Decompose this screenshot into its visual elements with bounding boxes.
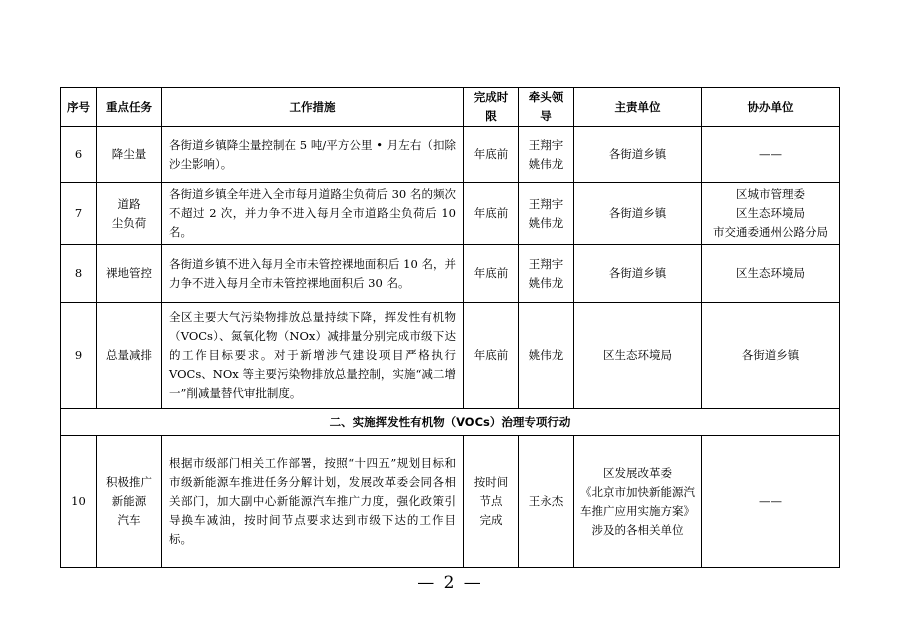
table-row [61,183,840,245]
lead-unit-line: 《北京市加快新能源汽 [580,484,695,499]
row-measure: 各街道乡镇全年进入全市每月道路尘负荷后 30 名的频次不超过 2 次，并力争不进入每月全市道路尘负荷后 10 名。 [162,183,464,245]
row-lead-unit [574,127,702,183]
task-line: 总量减排 [106,348,152,362]
row-no: 7 [61,183,97,245]
task-line: 道路 [117,196,141,211]
deadline-line: 年底前 [473,266,509,280]
task-line: 降尘量 [111,147,147,161]
row-leaders [519,303,574,409]
leader-line: 王翔宇 [528,256,564,271]
row-task [97,436,162,568]
leader-line: 姚伟龙 [528,215,564,230]
row-lead-unit [574,245,702,303]
leader-line: 王翔宇 [528,137,564,152]
lead-unit-line: 各街道乡镇 [608,206,667,220]
row-leaders [519,436,574,568]
deadline-line: 完成 [479,513,503,527]
lead-unit-line: 涉及的各相关单位 [591,522,684,537]
row-deadline [464,127,519,183]
header-measure: 工作措施 [162,88,464,127]
assist-unit-line: 各街道乡镇 [741,348,800,362]
assist-unit-line: 区生态环境局 [736,206,805,220]
leader-line: 姚伟龙 [528,275,564,290]
lead-unit-line: 各街道乡镇 [608,147,667,161]
lead-unit-line: 区发展改革委 [603,465,672,480]
header-deadline: 完成时限 [464,88,519,127]
header-no: 序号 [61,88,97,127]
row-deadline [464,245,519,303]
row-lead-unit [574,436,702,568]
deadline-line: 年底前 [473,348,509,362]
task-line: 汽车 [117,513,141,527]
deadline-line: 年底前 [473,206,509,220]
row-assist-units [702,436,840,568]
table-row [61,245,840,303]
row-leaders [519,183,574,245]
page-number: — 2 — [417,573,483,593]
assist-unit-line: 区生态环境局 [736,266,805,280]
leader-line: 姚伟龙 [528,348,564,362]
row-task [97,183,162,245]
deadline-line: 按时间节点 [473,475,509,508]
row-leaders [519,127,574,183]
row-task [97,127,162,183]
row-no: 8 [61,245,97,303]
row-measure: 各街道乡镇降尘量控制在 5 吨/平方公里 • 月左右（扣除沙尘影响）。 [162,127,464,183]
leader-line: 姚伟龙 [528,156,564,171]
task-line: 裸地管控 [106,266,152,280]
leader-line: 王翔宇 [528,196,564,211]
assist-unit-line: —— [759,147,782,161]
row-no: 6 [61,127,97,183]
lead-unit-line: 区生态环境局 [603,348,672,362]
row-assist-units [702,183,840,245]
task-line: 积极推广 [106,475,152,489]
lead-unit-line: 各街道乡镇 [608,266,667,280]
header-lead-unit: 主责单位 [574,88,702,127]
row-deadline [464,436,519,568]
header-task: 重点任务 [97,88,162,127]
table-row [61,127,840,183]
row-measure: 全区主要大气污染物排放总量持续下降，挥发性有机物（VOCs）、氮氧化物（NOx）减排量分别完成市级下达的工作目标要求。对于新增涉气建设项目严格执行 VOCs、NOx 等主要污染物排放总量控制，实施“减二增一”削减量替代审批制度。 [162,303,464,409]
assist-unit-line: 区城市管理委 [736,187,805,201]
task-line: 尘负荷 [111,215,147,230]
table-row [61,303,840,409]
row-no: 9 [61,303,97,409]
task-table [60,87,840,568]
row-measure: 根据市级部门相关工作部署，按照“十四五”规划目标和市级新能源车推进任务分解计划，发展改革委会同各相关部门，加大副中心新能源汽车推广力度，强化政策引导换车减油，按时间节点要求达到市级下达的工作目标。 [162,436,464,568]
header-leader: 牵头领导 [519,88,574,127]
row-measure: 各街道乡镇不进入每月全市未管控裸地面积后 10 名，并力争不进入每月全市未管控裸地面积后 30 名。 [162,245,464,303]
row-deadline [464,183,519,245]
row-no: 10 [61,436,97,568]
row-task [97,245,162,303]
row-leaders [519,245,574,303]
header-assist-unit: 协办单位 [702,88,840,127]
row-lead-unit [574,303,702,409]
row-assist-units [702,245,840,303]
section-row [61,409,840,436]
section-title: 二、实施挥发性有机物（VOCs）治理专项行动 [61,409,840,436]
table-header-row [61,88,840,127]
lead-unit-line: 车推广应用实施方案》 [580,503,695,518]
deadline-line: 年底前 [473,147,509,161]
assist-unit-line: 市交通委通州公路分局 [713,225,828,239]
assist-unit-line: —— [759,494,782,508]
row-deadline [464,303,519,409]
row-lead-unit [574,183,702,245]
row-task [97,303,162,409]
task-line: 新能源 [111,494,147,508]
row-assist-units [702,303,840,409]
leader-line: 王永杰 [528,494,564,508]
table-row [61,436,840,568]
row-assist-units [702,127,840,183]
